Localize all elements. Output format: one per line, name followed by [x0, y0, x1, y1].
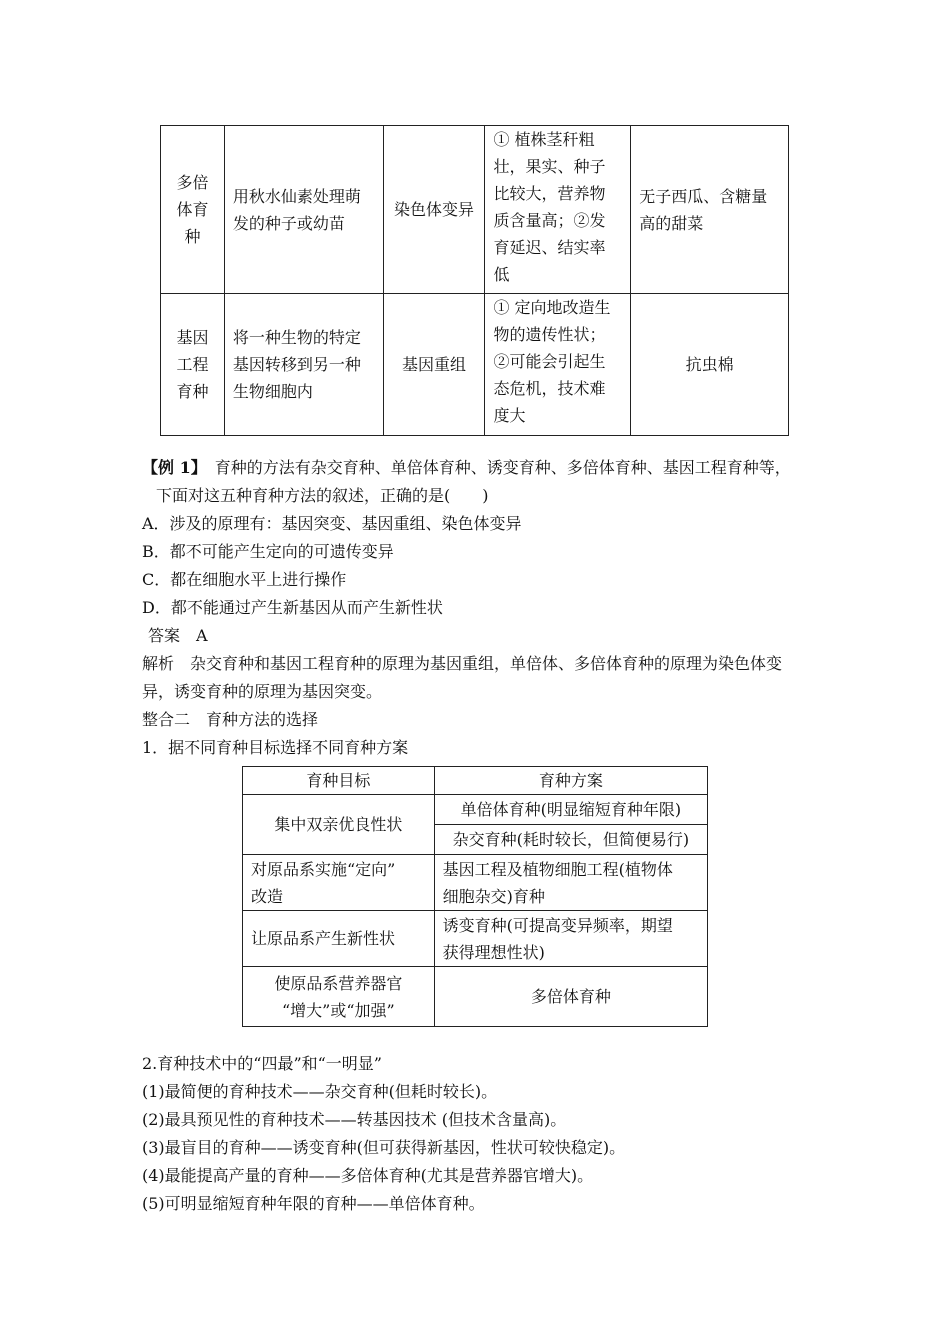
- plan-cell: 杂交育种(耗时较长，但简便易行): [434, 825, 707, 855]
- goal-cell: 集中双亲优良性状: [243, 795, 435, 855]
- analysis-line1: 解析 杂交育种和基因工程育种的原理为基因重组，单倍体、多倍体育种的原理为染色体变: [142, 654, 783, 673]
- table-row: [243, 911, 708, 967]
- plan-cell: 单倍体育种(明显缩短育种年限): [434, 795, 707, 825]
- header-plan: 育种方案: [434, 767, 707, 795]
- example-stem-line1: 【例 1】 育种的方法有杂交育种、单倍体育种、诱变育种、多倍体育种、基因工程育种等，: [142, 458, 791, 477]
- example-cell: 无子西瓜、含糖量 高的甜菜: [631, 126, 789, 294]
- method-cell: 将一种生物的特定 基因转移到另一种 生物细胞内: [224, 294, 383, 436]
- option-d: D．都不能通过产生新基因从而产生新性状: [142, 598, 443, 617]
- analysis-line2: 异，诱变育种的原理为基因突变。: [142, 682, 383, 701]
- goal-cell: 对原品系实施“定向” 改造: [243, 855, 435, 911]
- list-item: (4)最能提高产量的育种——多倍体育种(尤其是营养器官增大)。: [142, 1166, 594, 1185]
- table-row: [243, 767, 708, 795]
- plan-cell: 基因工程及植物细胞工程(植物体 细胞杂交)育种: [434, 855, 707, 911]
- goal-cell: 使原品系营养器官 “增大”或“加强”: [243, 967, 435, 1027]
- table-row: [243, 967, 708, 1027]
- option-a: A．涉及的原理有：基因突变、基因重组、染色体变异: [142, 514, 522, 533]
- breeding-selection-table: [242, 766, 708, 1027]
- plan-cell: 诱变育种(可提高变异频率，期望 获得理想性状): [434, 911, 707, 967]
- method-name-cell: 基因 工程 育种: [161, 294, 225, 436]
- option-b: B．都不可能产生定向的可遗传变异: [142, 542, 394, 561]
- table-row: [243, 855, 708, 911]
- answer: 答案 A: [148, 626, 208, 645]
- method-name-cell: 多倍 体育 种: [161, 126, 225, 294]
- method-cell: 用秋水仙素处理萌 发的种子或幼苗: [224, 126, 383, 294]
- example-tag: 【例 1】: [142, 458, 207, 477]
- table-row: [161, 294, 789, 436]
- option-c: C．都在细胞水平上进行操作: [142, 570, 347, 589]
- table-row: [243, 795, 708, 825]
- breeding-method-table: [160, 125, 789, 436]
- table-row: [161, 126, 789, 294]
- example-stem-line2: 下面对这五种育种方法的叙述，正确的是( ): [156, 486, 489, 505]
- list-item: (3)最盲目的育种——诱变育种(但可获得新基因，性状可较快稳定)。: [142, 1138, 626, 1157]
- subheading-2: 2.育种技术中的“四最”和“一明显”: [142, 1054, 382, 1073]
- example-cell: 抗虫棉: [631, 294, 789, 436]
- features-cell: ① 定向地改造生 物的遗传性状； ②可能会引起生 态危机，技术难 度大: [485, 294, 631, 436]
- subheading-1: 1．据不同育种目标选择不同育种方案: [142, 738, 409, 757]
- header-goal: 育种目标: [243, 767, 435, 795]
- goal-cell: 让原品系产生新性状: [243, 911, 435, 967]
- principle-cell: 基因重组: [383, 294, 485, 436]
- principle-cell: 染色体变异: [383, 126, 485, 294]
- list-item: (2)最具预见性的育种技术——转基因技术 (但技术含量高)。: [142, 1110, 567, 1129]
- list-item: (5)可明显缩短育种年限的育种——单倍体育种。: [142, 1194, 485, 1213]
- features-cell: ① 植株茎秆粗 壮，果实、种子 比较大，营养物 质含量高；②发 育延迟、结实率 低: [485, 126, 631, 294]
- section-title: 整合二 育种方法的选择: [142, 710, 319, 729]
- list-item: (1)最简便的育种技术——杂交育种(但耗时较长)。: [142, 1082, 498, 1101]
- plan-cell: 多倍体育种: [434, 967, 707, 1027]
